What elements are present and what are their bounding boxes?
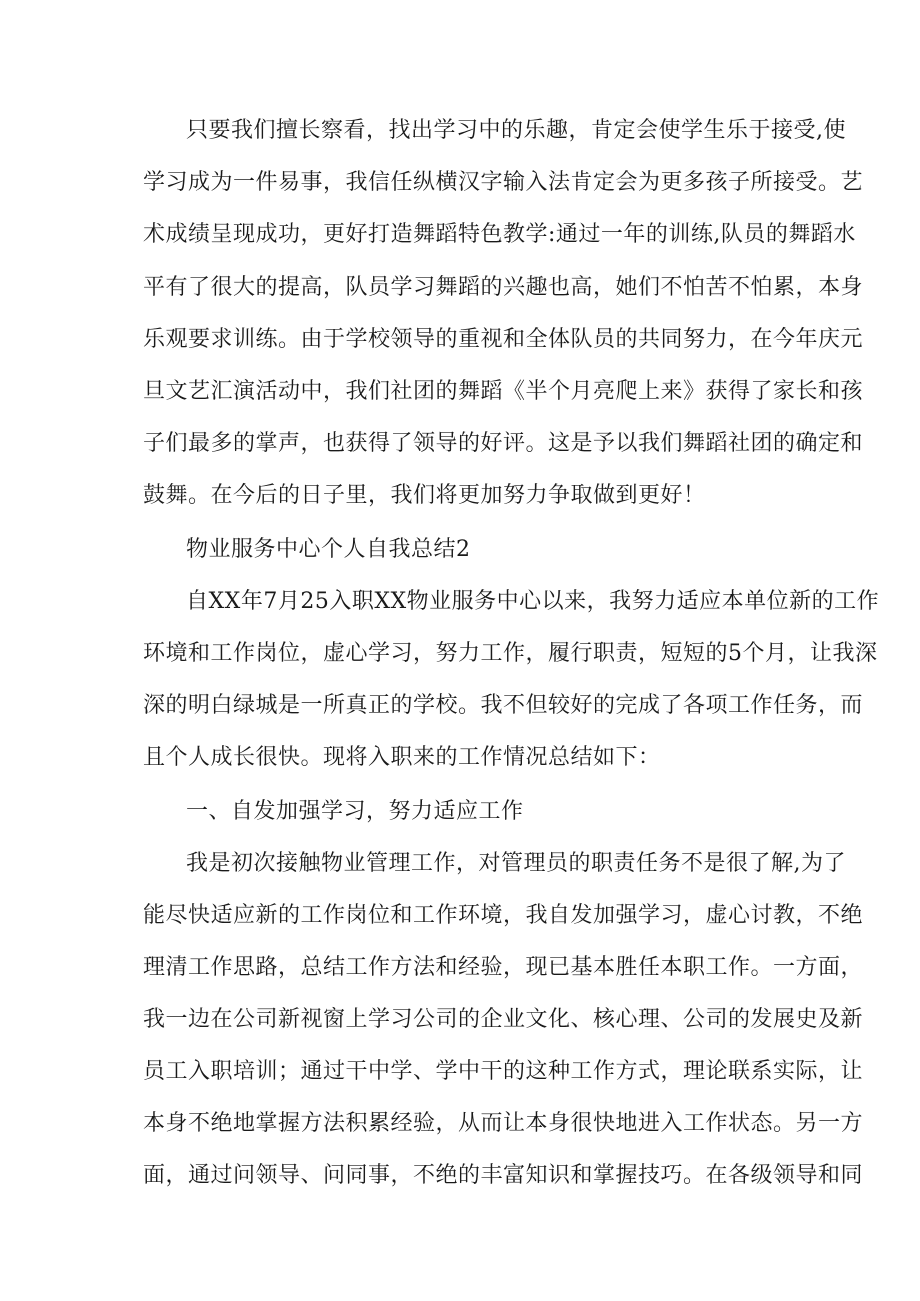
paragraph-3-line-6: 本身不绝地掌握方法积累经验，从而让本身很快地进入工作状态。另一方 [143,1111,864,1136]
paragraph-2-line-1: 自XX年7月25入职XX物业服务中心以来，我努力适应本单位新的工作 [186,589,880,614]
paragraph-1-line-6: 旦文艺汇演活动中，我们社团的舞蹈《半个月亮爬上来》获得了家长和孩 [143,379,864,404]
paragraph-1-line-2: 学习成为一件易事，我信任纵横汉字输入法肯定会为更多孩子所接受。艺 [143,170,864,195]
section-heading: 物业服务中心个人自我总结2 [186,537,471,562]
paragraph-1-line-1: 只要我们擅长察看，找出学习中的乐趣，肯定会使学生乐于接受,使 [186,118,846,143]
paragraph-3-line-5: 员工入职培训；通过干中学、学中干的这种工作方式，理论联系实际，让 [143,1059,864,1084]
paragraph-3-line-2: 能尽快适应新的工作岗位和工作环境，我自发加强学习，虚心讨教，不绝 [143,903,864,928]
paragraph-2-line-4: 且个人成长很快。现将入职来的工作情况总结如下： [143,745,661,770]
section-1-title: 一、自发加强学习，努力适应工作 [186,799,524,824]
paragraph-1-line-7: 子们最多的掌声，也获得了领导的好评。这是予以我们舞蹈社团的确定和 [143,431,864,456]
paragraph-3-line-7: 面，通过问领导、问同事，不绝的丰富知识和掌握技巧。在各级领导和同 [143,1163,864,1188]
paragraph-1-line-4: 平有了很大的提高，队员学习舞蹈的兴趣也高，她们不怕苦不怕累，本身 [143,275,864,300]
paragraph-3-line-3: 理清工作思路，总结工作方法和经验，现已基本胜任本职工作。一方面， [143,955,864,980]
paragraph-1-line-3: 术成绩呈现成功，更好打造舞蹈特色教学:通过一年的训练,队员的舞蹈水 [143,222,856,247]
paragraph-2-line-2: 环境和工作岗位，虚心学习，努力工作，履行职责，短短的5个月，让我深 [143,641,878,666]
paragraph-3-line-4: 我一边在公司新视窗上学习公司的企业文化、核心理、公司的发展史及新 [143,1007,864,1032]
paragraph-3-line-1: 我是初次接触物业管理工作，对管理员的职责任务不是很了解,为了 [186,851,846,876]
paragraph-2-line-3: 深的明白绿城是一所真正的学校。我不但较好的完成了各项工作任务，而 [143,693,864,718]
paragraph-1-line-8: 鼓舞。在今后的日子里，我们将更加努力争取做到更好！ [143,483,706,508]
paragraph-1-line-5: 乐观要求训练。由于学校领导的重视和全体队员的共同努力，在今年庆元 [143,327,864,352]
